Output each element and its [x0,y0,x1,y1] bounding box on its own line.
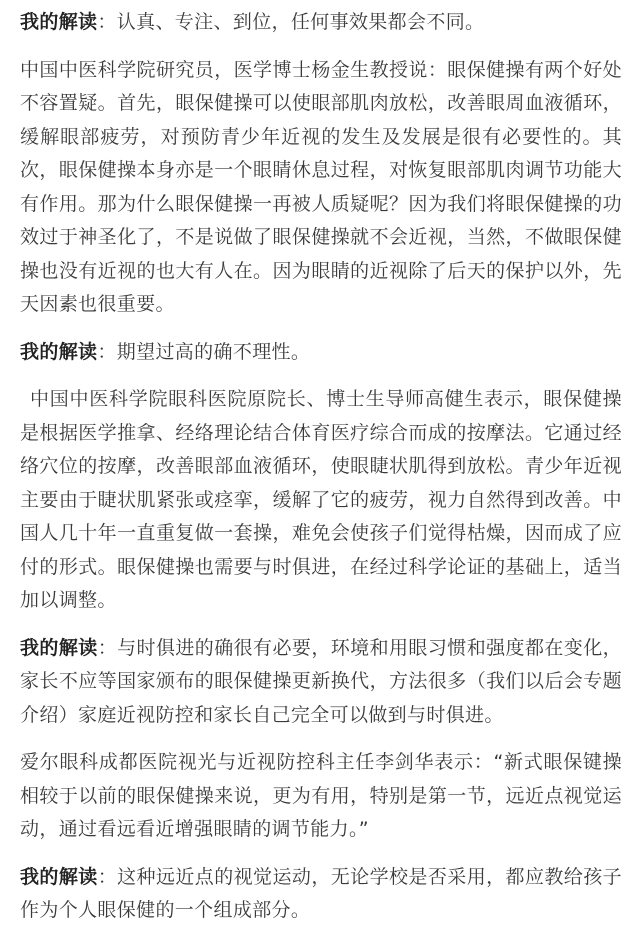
comment-text: ：期望过高的确不理性。 [97,340,311,363]
body-paragraph-2: 中国中医科学院眼科医院原院长、博士生导师高健生表示，眼保健操是根据医学推拿、经络理论结合体育医疗综合而成的按摩法。它通过经络穴位的按摩，改善眼部血液循环，使眼睫状肌得到放松。青少年近视主要由于睫状肌紧张或痉挛，缓解了它的疲劳，视力自然得到改善。中国人几十年一直重复做一套操，难免会使孩子们觉得枯燥，因而成了应付的形式。眼保健操也需要与时俱进，在经过科学论证的基础上，适当加以调整。 [20,388,622,611]
comment-text: ：与时俱进的确很有必要，环境和用眼习惯和强度都在变化，家长不应等国家颁布的眼保健操更新换代，方法很多（我们以后会专题介绍）家庭近视防控和家长自己完全可以做到与时俱进。 [20,636,622,726]
comment-label: 我的解读 [20,11,98,33]
comment-paragraph-3 [20,632,622,733]
body-paragraph-3: 爱尔眼科成都医院视光与近视防控科主任李剑华表示：“新式眼保键操相较于以前的眼保健操来说，更为有用，特别是第一节，远近点视觉运动，通过看远看近增强眼睛的调节能力。” [20,751,622,840]
comment-paragraph-1 [20,6,622,40]
comment-label: 我的解读 [20,340,98,363]
comment-text: ：认真、专注、到位，任何事效果都会不同。 [97,11,485,33]
body-paragraph-1: 中国中医科学院研究员，医学博士杨金生教授说：眼保健操有两个好处不容置疑。首先，眼保健操可以使眼部肌肉放松，改善眼周血液循环，缓解眼部疲劳，对预防青少年近视的发生及发展是很有必要性的。其次，眼保健操本身亦是一个眼睛休息过程，对恢复眼部肌肉调节功能大有作用。那为什么眼保健操一再被人质疑呢？因为我们将眼保健操的功效过于神圣化了，不是说做了眼保健操就不会近视，当然，不做眼保健操也没有近视的也大有人在。因为眼睛的近视除了后天的保护以外，先天因素也很重要。 [20,58,622,315]
comment-label: 我的解读 [20,636,98,659]
comment-text: ：这种远近点的视觉运动，无论学校是否采用，都应教给孩子作为个人眼保健的一个组成部分。 [20,865,622,921]
comment-paragraph-2 [20,336,622,370]
comment-label: 我的解读 [20,865,98,888]
comment-paragraph-4 [20,861,622,928]
